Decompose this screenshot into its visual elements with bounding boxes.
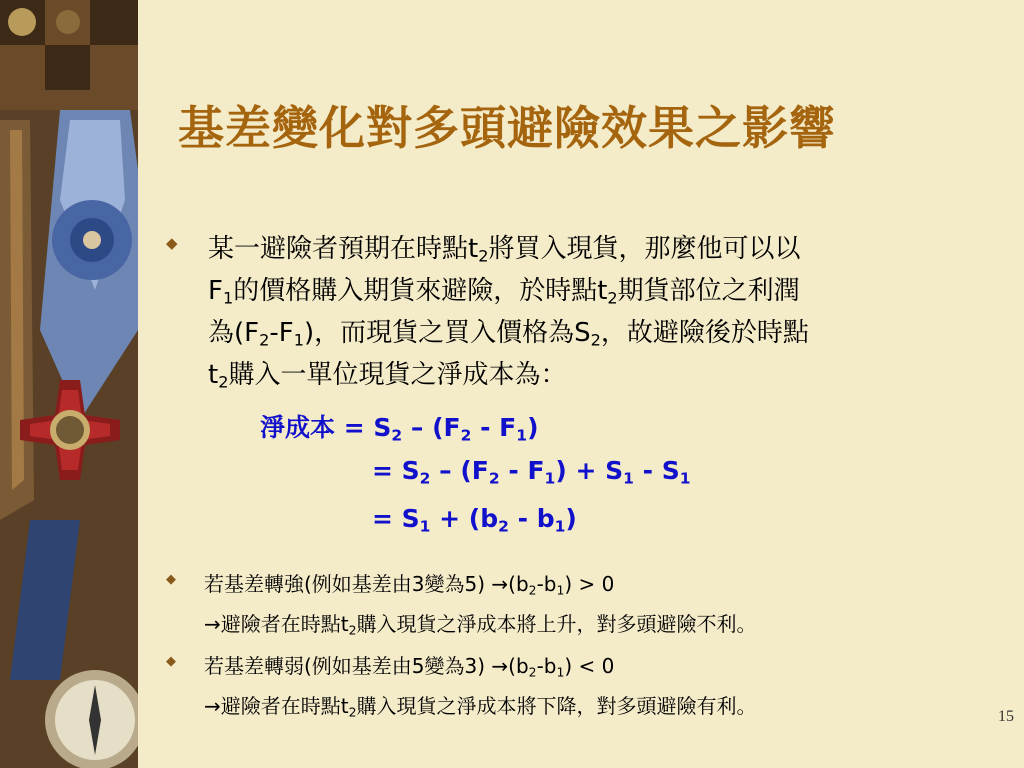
decorative-image-strip <box>0 0 138 768</box>
basis-weakens-line-2: →避險者在時點$t_2$購入現貨之淨成本將下降，對多頭避險有利。 <box>204 694 757 720</box>
basis-weakens-line-1: 若基差轉弱(例如基差由5變為$3) \to(b_2-b_1) < 0$ <box>204 654 615 680</box>
paragraph-basis-weakens <box>204 646 1014 726</box>
basis-strengthens-line-1: 若基差轉強(例如基差由3變為$5) \to(b_2-b_1) > 0$ <box>204 572 615 598</box>
slide-content <box>138 0 1024 768</box>
paragraph-line-4: $t_2$購入一單位現貨之淨成本為： <box>208 360 567 392</box>
equation-net-cost-1: 淨成本 = $S_2 - (F_2 - F_1)$ <box>260 413 539 445</box>
equation-net-cost-2: = $S_2 - (F_2 - F_1) + S_1 - S_1$ <box>372 456 691 488</box>
medals-compass-illustration <box>0 0 138 768</box>
paragraph-line-2: $F_1$的價格購入期貨來避險，於時點$t_2$期貨部位之利潤 <box>208 276 800 308</box>
paragraph-basis-strengthens <box>204 564 1014 644</box>
paragraph-hedger-scenario <box>208 228 1008 396</box>
paragraph-line-3: 為$(F_2-F_1)$，而現貨之買入價格為$S_2$，故避險後於時點 <box>208 318 809 350</box>
paragraph-line-1: 某一避險者預期在時點$t_2$將買入現貨，那麼他可以以 <box>208 234 801 266</box>
bullet-diamond-icon: ◆ <box>166 654 176 669</box>
equation-net-cost-3: = $S_1 + (b_2 - b_1)$ <box>372 504 577 536</box>
basis-strengthens-line-2: →避險者在時點$t_2$購入現貨之淨成本將上升，對多頭避險不利。 <box>204 612 757 638</box>
bullet-diamond-icon: ◆ <box>166 572 176 587</box>
page-number: 15 <box>998 708 1014 725</box>
slide-title: 基差變化對多頭避險效果之影響 <box>178 101 836 155</box>
bullet-diamond-icon: ◆ <box>166 234 178 252</box>
